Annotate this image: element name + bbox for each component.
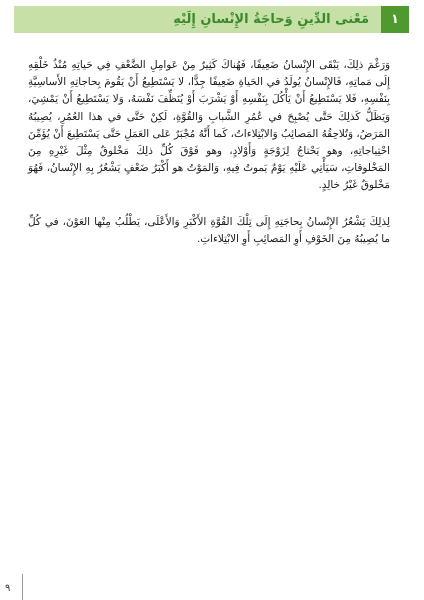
page-number: ٩	[5, 583, 11, 594]
paragraph-1: وَرَغْمَ ذلِكَ، يَبْقَى الإِنْسانُ ضَعِيفًا، فَهُناكَ كَثِيرٌ مِنْ عَوامِلِ الضَّعْفِ فِي حَياتِهِ مُنْذُ خَلْقِهِ إِلَى مَماتِهِ، فَالإِنْسانُ يُولَدُ في الحَياةِ ضَعِيفًا جِدًّا، لا يَسْتَطِيعُ أَنْ يَقُومَ بِحاجاتِهِ الأَساسِيَّةِ بِنَفْسِهِ، فَلا يَسْتَطِيعُ أَنْ يَأْكُلَ بِنَفْسِهِ أَوْ يَشْرَبَ أَوْ يُنَظِّفَ نَفْسَهُ، وَلا يَسْتَطِيعُ أَنْ يَمْشِيَ، وَيَظَلُّ كَذلِكَ حَتَّى يُصْبِحَ في عُمُرِ الشَّبابِ وَالقُوَّةِ، لَكِنْ حَتَّى في هذا العُمُرِ، يُصِيبُهُ المَرَضُ، وَتُلاحِقُهُ المَصائِبُ وَالابْتِلاءاتُ، كَما أَنَّهُ مُجْبَرٌ عَلى العَمَلِ حَتَّى يَسْتَطِيعَ أَنْ يُؤَمِّنَ احْتِياجاتِهِ، وهو يَحْتاجُ لِزَوْجَةٍ وَأَوْلادٍ، وهو فَوْقَ كُلِّ ذلِكَ مَخْلوقٌ مِثْلَ غَيْرِهِ مِنَ المَخْلوقاتِ، سَيَأْتِي عَلَيْهِ يَوْمٌ يَموتُ فِيهِ، وَالمَوْتُ هو أَكْبَرُ ضَعْفٍ يَشْعُرُ بِهِ الإِنْسانُ، فَهُوَ مَخْلوقٌ غَيْرُ خالِدٍ.	[28, 59, 390, 192]
chapter-number-badge: ١	[381, 6, 409, 33]
body-text	[28, 57, 390, 248]
footer-divider	[22, 574, 23, 600]
chapter-title: مَعْنى الدِّينِ وَحاجَةُ الإِنْسانِ إِلَيْهِ	[173, 12, 369, 27]
chapter-header	[14, 6, 409, 33]
paragraph-2: لِذلِكَ يَشْعُرُ الإِنْسانُ بِحاجَتِهِ إِلَى تِلْكَ القُوَّةِ الأَكْبَرِ وَالأَعْلَى، يَطْلُبُ مِنْها العَوْنَ، في كُلِّ ما يُصِيبُهُ مِنَ الخَوْفِ أَوِ المَصائِبِ أَوِ الابْتِلاءاتِ.	[28, 215, 390, 245]
